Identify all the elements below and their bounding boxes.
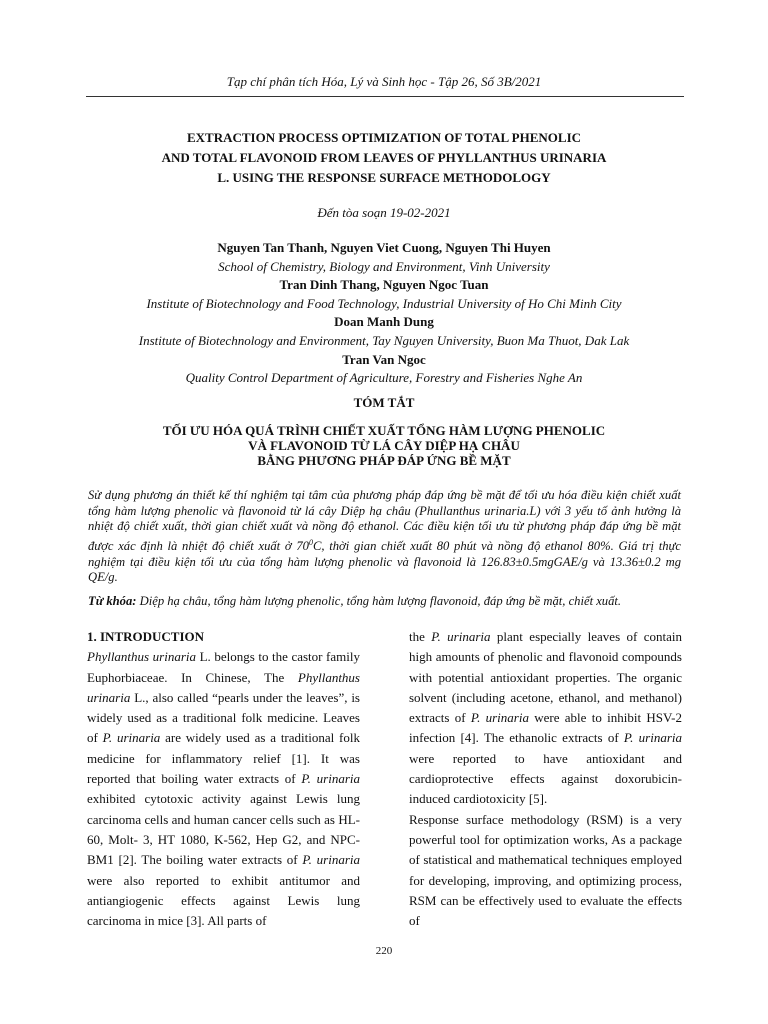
paper-title: [100, 128, 668, 188]
intro-right-run-5: P. urinaria: [623, 730, 682, 746]
vn-title-line-2: VÀ FLAVONOID TỪ LÁ CÂY DIỆP HẠ CHÂU: [248, 438, 520, 453]
author-block: [60, 239, 708, 388]
header-rule: [86, 96, 684, 97]
keywords-label: Từ khóa:: [88, 594, 137, 608]
keywords-text: Diệp hạ châu, tổng hàm lượng phenolic, tổng hàm lượng flavonoid, đáp ứng bề mặt, chiết xuất.: [136, 594, 622, 608]
intro-left-run-4: P. urinaria: [102, 730, 161, 746]
keywords: [88, 594, 681, 609]
author-names-2: Tran Dinh Thang, Nguyen Ngoc Tuan: [279, 277, 489, 293]
title-line-1: EXTRACTION PROCESS OPTIMIZATION OF TOTAL PHENOLIC: [186, 130, 582, 145]
intro-right-run-2: plant especially leaves of contain high amounts of phenolic and flavonoid compounds with potential antioxidant properties. The organic solvent (including acetone, ethanol, and methanol) extracts of: [409, 629, 683, 726]
intro-paragraph-3: Response surface methodology (RSM) is a very powerful tool for optimization works, As a package of statistical and mathematical techniques employed for developing, improving, and optimizing process, RSM can be effectively used to evaluate the effects of: [409, 811, 682, 929]
page-number: 220: [375, 945, 393, 957]
author-names-4: Tran Van Ngoc: [342, 351, 426, 367]
intro-left-run-6: P. urinaria: [301, 771, 360, 787]
received-date: Đến tòa soạn 19-02-2021: [317, 205, 451, 220]
author-affiliation-2: Institute of Biotechnology and Food Technology, Industrial University of Ho Chi Minh City: [146, 295, 622, 311]
journal-header: Tạp chí phân tích Hóa, Lý và Sinh học - Tập 26, Số 3B/2021: [226, 74, 542, 89]
left-column: [87, 627, 360, 931]
vietnamese-title: [100, 423, 668, 468]
intro-right-run-3: P. urinaria: [470, 710, 529, 726]
section-heading-introduction: 1. INTRODUCTION: [87, 629, 205, 644]
abstract-part-1: Sử dụng phương án thiết kế thí nghiệm tại tâm của phương pháp đáp ứng bề mặt để tối ưu hóa điều kiện chiết xuất tổng hàm lượng phenolic và flavonoid từ lá cây Diệp hạ châu (Phullanthus urinaria.L) với 3 yếu tố ảnh hưởng là nhiệt độ chiết xuất, thời gian chiết xuất và nồng độ ethanol. Các điều kiện tối ưu từ phương pháp đáp ứng bề mặt được xác định là nhiệt độ chiết xuất ở 70: [88, 488, 681, 553]
title-line-3: L. USING THE RESPONSE SURFACE METHODOLOGY: [217, 170, 551, 185]
vn-title-line-3: BẰNG PHƯƠNG PHÁP ĐÁP ỨNG BỀ MẶT: [257, 453, 511, 468]
author-affiliation-1: School of Chemistry, Biology and Environment, Vinh University: [218, 258, 550, 274]
abstract: [88, 488, 681, 586]
intro-left-run-7: exhibited cytotoxic activity against Lewis lung carcinoma cells and human cancer cells such as HL-60, Molt- 3, HT 1080, K-562, Hep G2, and NPC-BM1 [2]. The boiling water extracts of: [87, 791, 360, 868]
intro-paragraph-2: [409, 627, 682, 810]
author-affiliation-3: Institute of Biotechnology and Environment, Tay Nguyen University, Buon Ma Thuot, Dak Lak: [138, 332, 630, 348]
intro-right-run-0: the: [409, 629, 432, 644]
intro-left-run-3: L., also called “pearls under the leaves”, is widely used as a traditional folk medicine. Leaves of: [87, 689, 360, 746]
intro-right-run-1: P. urinaria: [431, 629, 491, 644]
abstract-part-2: C, thời gian chiết xuất 80 phút và nồng độ ethanol 80%. Giá trị thực nghiệm tại điều kiện tối ưu của tổng hàm lượng phenolic và flavonoid là 126.83±0.5mgGAE/g và 13.36±0.2 mg QE/g.: [88, 538, 681, 585]
intro-paragraph-1: [87, 647, 360, 931]
title-line-2: AND TOTAL FLAVONOID FROM LEAVES OF PHYLLANTHUS URINARIA: [161, 150, 607, 165]
author-names-3: Doan Manh Dung: [334, 314, 434, 330]
intro-left-run-9: were also reported to exhibit antitumor and antiangiogenic effects against Lewis lung carcinoma in mice [3]. All parts of: [87, 872, 360, 929]
intro-left-run-2: Phyllanthus urinaria: [87, 669, 360, 705]
summary-heading: TÓM TẮT: [353, 395, 415, 410]
author-affiliation-4: Quality Control Department of Agriculture, Forestry and Fisheries Nghe An: [185, 370, 583, 386]
intro-left-run-0: Phyllanthus urinaria: [87, 649, 197, 665]
right-column: [409, 627, 682, 931]
intro-right-run-4: were able to inhibit HSV-2 infection [4]. The ethanolic extracts of: [409, 710, 682, 746]
degree-superscript: 0: [308, 537, 313, 547]
author-names-1: Nguyen Tan Thanh, Nguyen Viet Cuong, Nguyen Thi Huyen: [217, 240, 551, 255]
intro-left-run-8: P. urinaria: [302, 852, 360, 868]
intro-left-run-1: L. belongs to the castor family Euphorbiaceae. In Chinese, The: [87, 649, 360, 685]
intro-left-run-5: are widely used as a traditional folk medicine for inflammatory relief [1]. It was reported that boiling water extracts of: [87, 730, 360, 787]
intro-right-run-6: were reported to have antioxidant and cardioprotective effects against doxorubicin-induced cardiotoxicity [5].: [409, 750, 682, 807]
vn-title-line-1: TỐI ƯU HÓA QUÁ TRÌNH CHIẾT XUẤT TỔNG HÀM LƯỢNG PHENOLIC: [162, 423, 606, 438]
